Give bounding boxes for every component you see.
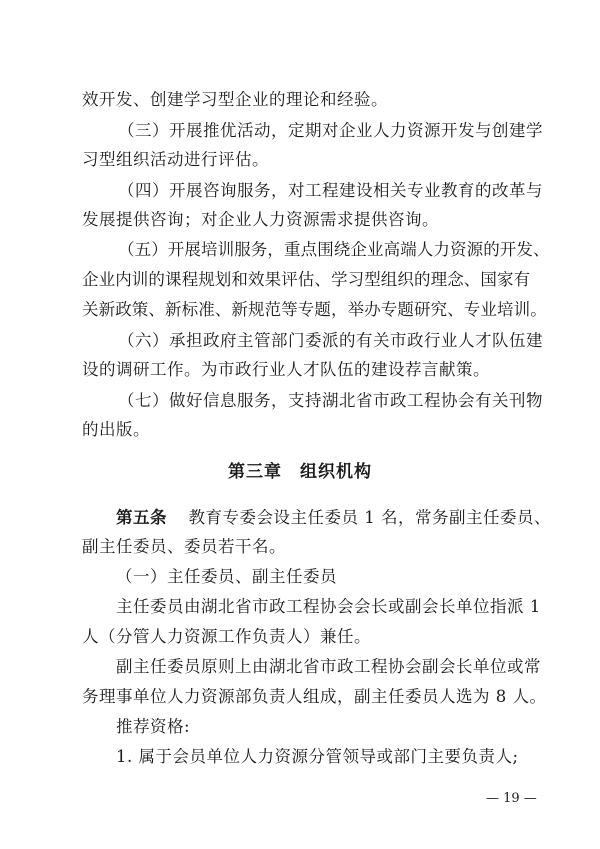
text-line: 的出版。: [82, 420, 150, 439]
text-line: 务理事单位人力资源部负责人组成，副主任委员人选为 8 人。: [82, 687, 547, 706]
text-line: 副主任委员、委员若干名。: [82, 537, 286, 556]
text-line: （四）开展咨询服务，对工程建设相关专业教育的改革与: [118, 181, 543, 200]
text-line: 主任委员由湖北省市政工程协会会长或副会长单位指派 1: [116, 597, 541, 616]
text-line: 副主任委员原则上由湖北省市政工程协会副会长单位或常: [116, 657, 541, 676]
text-line: （一）主任委员、副主任委员: [116, 567, 337, 586]
text-line: 关新政策、新标准、新规范等专题，举办专题研究、专业培训。: [82, 300, 547, 319]
text-line: 人（分管人力资源工作负责人）兼任。: [82, 627, 371, 646]
article-line: [116, 508, 551, 528]
text-line: 企业内训的课程规划和效果评估、学习型组织的理念、国家有: [82, 270, 531, 289]
text-line: 效开发、创建学习型企业的理论和经验。: [82, 90, 388, 109]
text-line: 推荐资格:: [116, 717, 191, 736]
text-line: 1. 属于会员单位人力资源分管领导或部门主要负责人;: [116, 747, 519, 766]
text-line: 发展提供咨询；对企业人力资源需求提供咨询。: [82, 210, 439, 229]
text-line: （六）承担政府主管部门委派的有关市政行业人才队伍建: [118, 331, 543, 350]
chapter-heading: 第三章 组织机构: [228, 462, 372, 482]
page-number: — 19 —: [486, 791, 537, 806]
text-line: 习型组织活动进行评估。: [82, 150, 269, 169]
text-line: （五）开展培训服务，重点围绕企业高端人力资源的开发、: [118, 240, 550, 259]
text-line: （七）做好信息服务，支持湖北省市政工程协会有关刊物: [118, 391, 543, 410]
text-line: 设的调研工作。为市政行业人才队伍的建设荐言献策。: [82, 360, 490, 379]
article-text: 教育专委会设主任委员 1 名，常务副主任委员、: [188, 508, 551, 527]
text-line: （三）开展推优活动，定期对企业人力资源开发与创建学: [118, 121, 543, 140]
article-label: 第五条: [116, 508, 167, 527]
